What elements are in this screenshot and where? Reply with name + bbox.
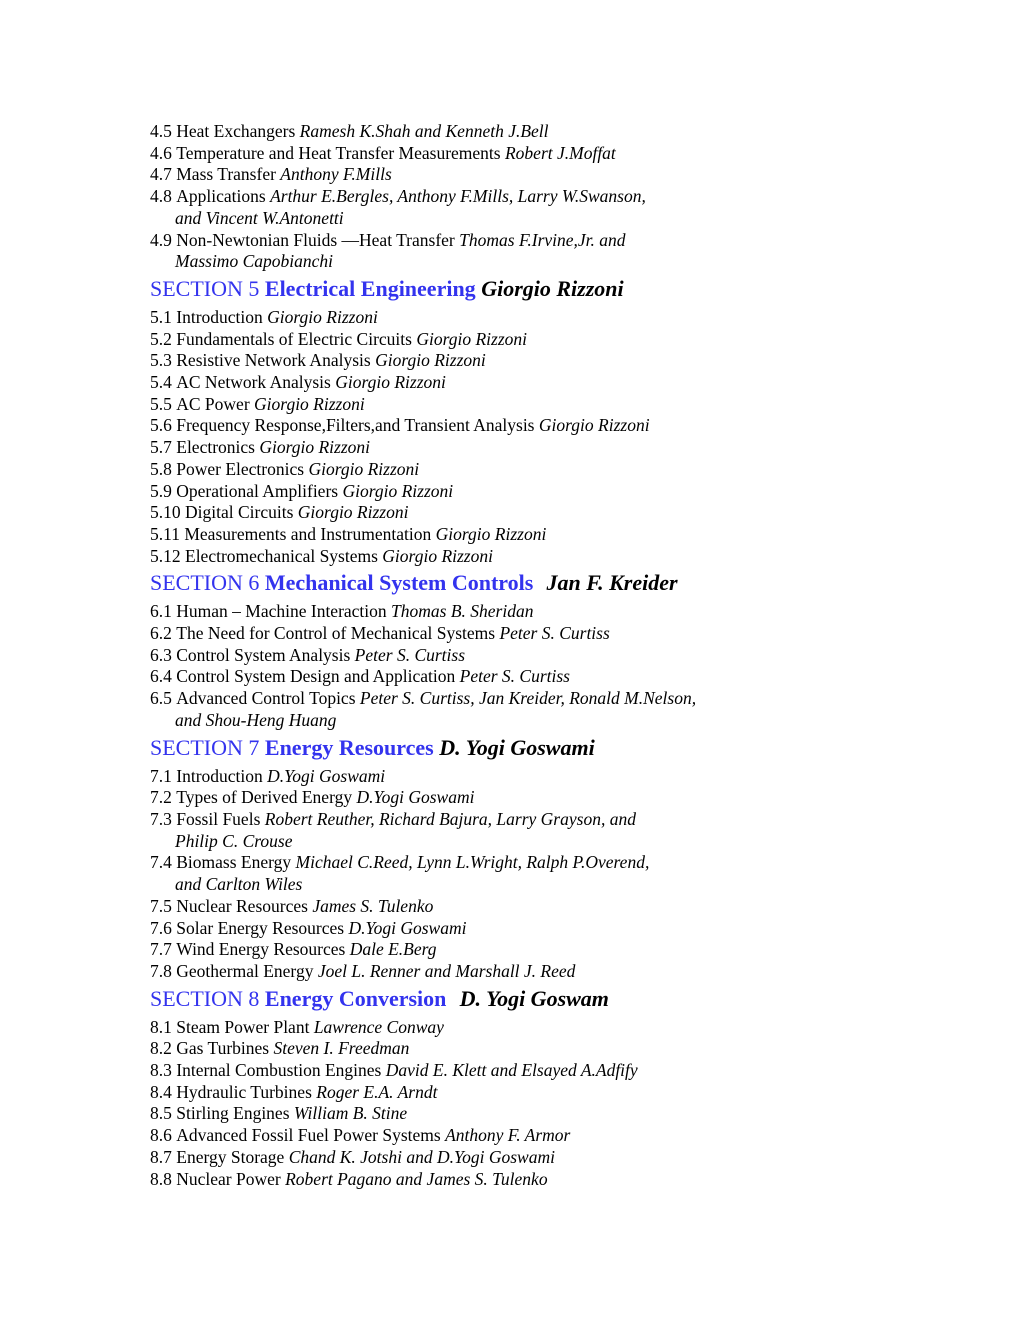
entry-title: Stirling Engines <box>176 1103 290 1124</box>
entry-title: Applications <box>176 186 266 207</box>
toc-entry <box>150 502 950 524</box>
toc-entry <box>150 329 950 351</box>
entry-title: Types of Derived Energy <box>176 787 353 808</box>
entry-number: 6.5 <box>150 688 172 709</box>
entry-authors: D.Yogi Goswami <box>267 765 386 786</box>
section-editor: Jan F. Kreider <box>546 570 678 596</box>
entry-number: 6.3 <box>150 644 172 665</box>
entry-number: 6.1 <box>150 601 172 622</box>
section-heading <box>150 986 950 1012</box>
entry-number: 7.2 <box>150 787 172 808</box>
entry-title: Geothermal Energy <box>176 960 314 981</box>
entry-number: 5.6 <box>150 415 172 436</box>
entry-authors: Steven I. Freedman <box>273 1038 410 1059</box>
toc-entry <box>150 143 950 165</box>
entry-number: 7.4 <box>150 852 172 873</box>
section-editor: D. Yogi Goswam <box>459 985 609 1011</box>
entry-number: 8.8 <box>150 1168 172 1189</box>
section-heading <box>150 570 950 596</box>
entry-title: Hydraulic Turbines <box>176 1081 312 1102</box>
entry-number: 7.6 <box>150 917 172 938</box>
entry-authors: D.Yogi Goswami <box>348 917 467 938</box>
entry-number: 4.6 <box>150 142 172 163</box>
section-block <box>150 276 950 567</box>
toc-entry <box>150 939 950 961</box>
toc-entry <box>150 1082 950 1104</box>
section-list <box>150 276 950 1190</box>
entry-authors: Giorgio Rizzoni <box>297 502 409 523</box>
entry-authors: Peter S. Curtiss <box>459 666 570 687</box>
entry-title: Heat Exchangers <box>176 121 296 141</box>
entry-authors: Anthony F.Mills <box>280 164 392 185</box>
section-label: SECTION <box>150 734 243 760</box>
toc-entry <box>150 766 950 788</box>
entry-title: Electronics <box>176 437 255 458</box>
toc-entry <box>150 961 950 983</box>
entry-number: 6.2 <box>150 623 172 644</box>
entry-number: 7.5 <box>150 895 172 916</box>
entry-authors: Peter S. Curtiss, Jan Kreider, Ronald M.Nelson, <box>359 688 697 709</box>
section-title: Energy Resources <box>264 734 434 760</box>
entry-number: 7.1 <box>150 765 172 786</box>
entry-authors: Giorgio Rizzoni <box>308 458 420 479</box>
entry-authors: Michael C.Reed, Lynn L.Wright, Ralph P.Overend, <box>295 852 650 873</box>
entry-authors: Giorgio Rizzoni <box>267 306 378 327</box>
entry-authors: Giorgio Rizzoni <box>375 350 486 371</box>
toc-entry <box>150 1038 950 1060</box>
toc-entry <box>150 546 950 568</box>
entry-title: Fundamentals of Electric Circuits <box>176 328 412 349</box>
section-editor: D. Yogi Goswami <box>439 734 595 760</box>
toc-entry <box>150 623 950 645</box>
entry-number: 5.4 <box>150 372 172 393</box>
entry-authors-continued: Philip C. Crouse <box>175 830 293 851</box>
entry-title: Advanced Fossil Fuel Power Systems <box>176 1125 441 1146</box>
entry-authors: Giorgio Rizzoni <box>335 372 446 393</box>
entry-authors: D.Yogi Goswami <box>356 787 475 808</box>
entry-number: 4.5 <box>150 121 172 141</box>
entry-authors-continued: and Carlton Wiles <box>175 874 303 895</box>
toc-entry <box>150 186 950 229</box>
section-block <box>150 735 950 983</box>
entry-authors: Giorgio Rizzoni <box>254 393 365 414</box>
entry-title: Control System Analysis <box>176 644 351 665</box>
entry-authors: Giorgio Rizzoni <box>259 437 371 458</box>
entry-authors: Arthur E.Bergles, Anthony F.Mills, Larry W.Swanson, <box>270 186 646 207</box>
toc-entry <box>150 164 950 186</box>
entry-authors: Chand K. Jotshi and D.Yogi Goswami <box>288 1146 555 1167</box>
entry-number: 7.3 <box>150 808 172 829</box>
entry-number: 5.12 <box>150 545 181 566</box>
entry-title: Energy Storage <box>176 1146 285 1167</box>
toc-entry <box>150 1169 950 1191</box>
entry-number: 7.8 <box>150 960 172 981</box>
entry-title: Power Electronics <box>176 458 305 479</box>
entry-authors: Thomas B. Sheridan <box>391 601 534 622</box>
section-block <box>150 570 950 731</box>
toc-entry <box>150 415 950 437</box>
toc-entry <box>150 121 950 143</box>
entry-authors: Joel L. Renner and Marshall J. Reed <box>317 960 576 981</box>
entry-authors: Robert Reuther, Richard Bajura, Larry Grayson, and <box>264 808 636 829</box>
section-number: 7 <box>248 734 260 760</box>
entry-number: 4.7 <box>150 164 172 185</box>
section-editor: Giorgio Rizzoni <box>481 275 624 301</box>
toc-entry <box>150 350 950 372</box>
entry-number: 8.2 <box>150 1038 172 1059</box>
toc-entry <box>150 1060 950 1082</box>
toc-entry <box>150 645 950 667</box>
entry-title: The Need for Control of Mechanical Systems <box>176 623 496 644</box>
toc-entry <box>150 481 950 503</box>
toc-entry <box>150 787 950 809</box>
entry-title: Digital Circuits <box>185 502 294 523</box>
entry-title: Electromechanical Systems <box>185 545 378 566</box>
entry-title: Human – Machine Interaction <box>176 601 387 622</box>
section-block <box>150 986 950 1191</box>
entry-title: Nuclear Power <box>176 1168 281 1189</box>
entry-authors: Giorgio Rizzoni <box>342 480 454 501</box>
entry-title: Resistive Network Analysis <box>176 350 371 371</box>
entry-number: 5.5 <box>150 393 172 414</box>
entry-title: Steam Power Plant <box>176 1016 310 1037</box>
entry-number: 5.10 <box>150 502 181 523</box>
entry-number: 7.7 <box>150 939 172 960</box>
entry-number: 8.4 <box>150 1081 172 1102</box>
entry-title: Introduction <box>176 765 263 786</box>
section-label: SECTION <box>150 570 243 596</box>
entry-title: Frequency Response,Filters,and Transient Analysis <box>176 415 535 436</box>
toc-entry <box>150 307 950 329</box>
entry-title: Control System Design and Application <box>176 666 456 687</box>
toc-entry <box>150 666 950 688</box>
toc-entry <box>150 896 950 918</box>
entry-title: Measurements and Instrumentation <box>184 523 432 544</box>
toc-entry <box>150 601 950 623</box>
entry-number: 5.2 <box>150 328 172 349</box>
section-number: 6 <box>248 570 260 596</box>
entry-title: Temperature and Heat Transfer Measurements <box>176 142 501 163</box>
entry-title: Wind Energy Resources <box>176 939 346 960</box>
entry-title: Introduction <box>176 306 263 327</box>
entry-number: 4.8 <box>150 186 172 207</box>
entry-authors: Thomas F.Irvine,Jr. and <box>459 229 626 250</box>
entry-authors: Giorgio Rizzoni <box>538 415 650 436</box>
section-label: SECTION <box>150 985 243 1011</box>
section-heading <box>150 735 950 761</box>
toc-page <box>150 121 950 1190</box>
entry-number: 6.4 <box>150 666 172 687</box>
toc-entry <box>150 372 950 394</box>
intro-entry-list <box>150 121 950 273</box>
toc-entry <box>150 437 950 459</box>
toc-entry <box>150 459 950 481</box>
section-heading <box>150 276 950 302</box>
entry-authors: Dale E.Berg <box>349 939 437 960</box>
toc-entry <box>150 918 950 940</box>
section-title: Electrical Engineering <box>264 275 476 301</box>
entry-number: 8.3 <box>150 1060 172 1081</box>
toc-entry <box>150 524 950 546</box>
section-number: 8 <box>248 985 260 1011</box>
toc-entry <box>150 394 950 416</box>
entry-title: Fossil Fuels <box>176 808 261 829</box>
entry-authors-continued: and Shou-Heng Huang <box>175 709 337 730</box>
entry-number: 5.3 <box>150 350 172 371</box>
toc-entry <box>150 809 950 852</box>
entry-authors: Robert Pagano and James S. Tulenko <box>285 1168 548 1189</box>
entry-title: Internal Combustion Engines <box>176 1060 382 1081</box>
toc-entry <box>150 1147 950 1169</box>
toc-entry <box>150 688 950 731</box>
entry-number: 8.1 <box>150 1016 172 1037</box>
entry-number: 8.7 <box>150 1146 172 1167</box>
entry-authors: Anthony F. Armor <box>445 1125 571 1146</box>
entry-number: 5.7 <box>150 437 172 458</box>
section-label: SECTION <box>150 275 243 301</box>
entry-title: AC Power <box>176 393 250 414</box>
entry-authors: Peter S. Curtiss <box>499 623 610 644</box>
section-number: 5 <box>248 275 260 301</box>
toc-entry <box>150 1125 950 1147</box>
entry-title: Mass Transfer <box>176 164 276 185</box>
entry-authors: Giorgio Rizzoni <box>416 328 528 349</box>
entry-number: 5.8 <box>150 458 172 479</box>
entry-authors: Giorgio Rizzoni <box>435 523 547 544</box>
entry-authors: Roger E.A. Arndt <box>316 1081 438 1102</box>
toc-entry <box>150 1103 950 1125</box>
entry-title: Nuclear Resources <box>176 895 308 916</box>
entry-title: Gas Turbines <box>176 1038 270 1059</box>
entry-title: Operational Amplifiers <box>176 480 339 501</box>
entry-title: Advanced Control Topics <box>176 688 356 709</box>
entry-authors: David E. Klett and Elsayed A.Adfify <box>385 1060 638 1081</box>
entry-authors: Peter S. Curtiss <box>354 644 466 665</box>
toc-entry <box>150 852 950 895</box>
entry-authors: Giorgio Rizzoni <box>382 545 493 566</box>
entry-title: Solar Energy Resources <box>176 917 345 938</box>
entry-authors: Lawrence Conway <box>313 1016 444 1037</box>
toc-entry <box>150 230 950 273</box>
entry-number: 8.6 <box>150 1125 172 1146</box>
toc-entry <box>150 1017 950 1039</box>
entry-number: 8.5 <box>150 1103 172 1124</box>
entry-authors-continued: Massimo Capobianchi <box>175 251 333 272</box>
entry-title: Biomass Energy <box>176 852 292 873</box>
entry-authors: William B. Stine <box>293 1103 408 1124</box>
entry-authors-continued: and Vincent W.Antonetti <box>175 207 344 228</box>
entry-title: AC Network Analysis <box>176 372 331 393</box>
entry-authors: Ramesh K.Shah and Kenneth J.Bell <box>299 121 549 141</box>
entry-number: 5.1 <box>150 306 172 327</box>
section-title: Mechanical System Controls <box>264 570 534 596</box>
entry-number: 5.11 <box>150 523 180 544</box>
entry-authors: James S. Tulenko <box>312 895 434 916</box>
section-title: Energy Conversion <box>264 985 447 1011</box>
entry-title: Non-Newtonian Fluids —Heat Transfer <box>176 229 455 250</box>
entry-number: 4.9 <box>150 229 172 250</box>
entry-number: 5.9 <box>150 480 172 501</box>
entry-authors: Robert J.Moffat <box>504 142 616 163</box>
